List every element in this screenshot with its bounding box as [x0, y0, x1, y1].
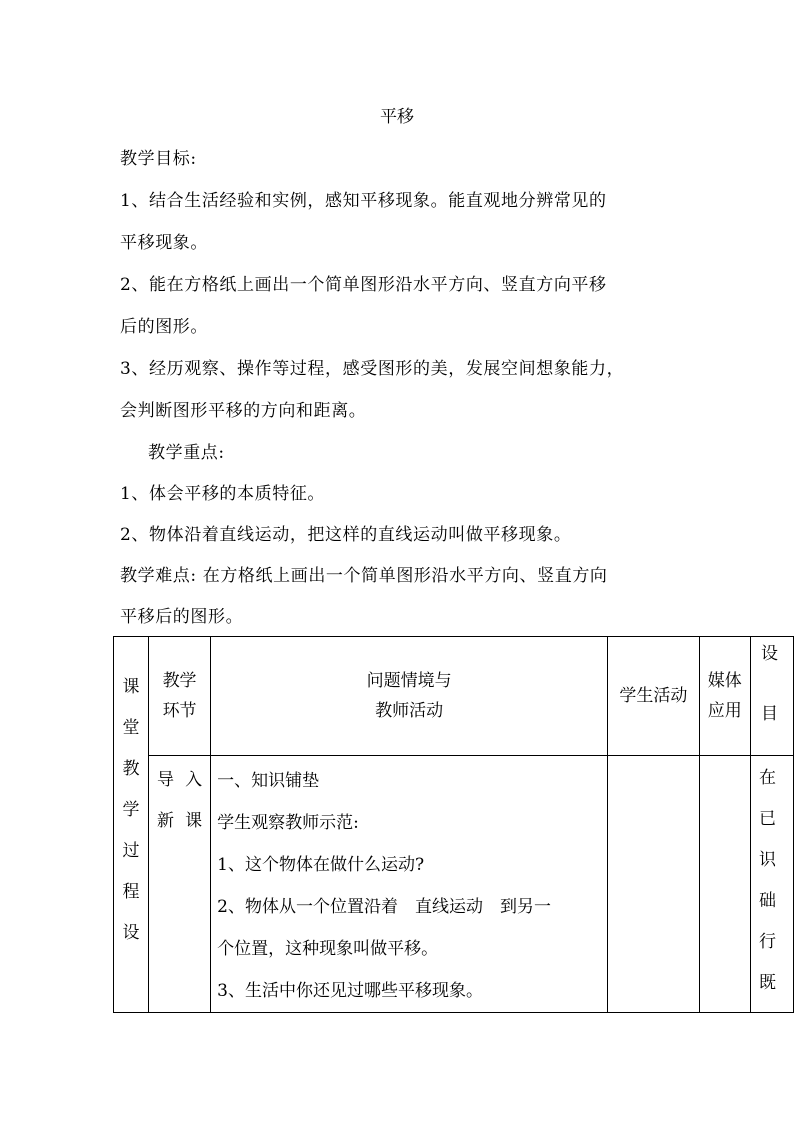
- design-purpose-cell: [750, 756, 793, 1013]
- header-teaching-step: 教学 环节: [149, 637, 211, 756]
- objective-2-line-2: 后的图形。: [120, 317, 208, 337]
- media-cell: [699, 756, 750, 1013]
- document-title: 平移: [380, 107, 414, 127]
- class-col-char: 学: [122, 800, 140, 820]
- question-activity-cell: [211, 756, 608, 1013]
- class-process-cell: [114, 637, 149, 1013]
- design-char: 行: [758, 932, 776, 952]
- class-col-char: 设: [122, 923, 140, 943]
- step-cell: 导 入 新 课: [149, 756, 211, 1013]
- class-col-char: 程: [122, 882, 140, 902]
- class-col-char: 过: [122, 841, 140, 861]
- class-col-char: 课: [122, 677, 140, 697]
- objectives-heading: 教学目标:: [120, 149, 197, 169]
- q-line: 2、物体从一个位置沿着 直线运动 到另一: [217, 897, 551, 917]
- header-student-activity: 学生活动: [608, 637, 699, 756]
- q-line: 学生观察教师示范:: [217, 813, 359, 833]
- q-line: 3、生活中你还见过哪些平移现象。: [217, 981, 483, 1001]
- objective-3-line-2: 会判断图形平移的方向和距离。: [120, 401, 367, 421]
- class-col-char: 堂: [122, 718, 140, 738]
- table-header-row: [114, 637, 794, 756]
- key-point-1: 1、体会平移的本质特征。: [120, 484, 326, 504]
- design-char: 既: [758, 973, 776, 993]
- header-media: 媒体 应用: [699, 637, 750, 756]
- lesson-process-table: [113, 636, 794, 1013]
- class-col-char: 教: [122, 759, 140, 779]
- key-point-2: 2、物体沿着直线运动，把这样的直线运动叫做平移现象。: [120, 525, 572, 545]
- objective-2-line-1: 2、能在方格纸上画出一个简单图形沿水平方向、竖直方向平移: [120, 275, 607, 295]
- objective-3-line-1: 3、经历观察、操作等过程，感受图形的美，发展空间想象能力，: [120, 359, 625, 379]
- table-row: [114, 756, 794, 1013]
- header-design-purpose: 设 目: [750, 637, 793, 756]
- difficulty-line-1: 教学难点: 在方格纸上画出一个简单图形沿水平方向、竖直方向: [120, 566, 608, 586]
- q-line: 1、这个物体在做什么运动?: [217, 855, 425, 875]
- q-line: 个位置，这种现象叫做平移。: [217, 939, 439, 959]
- design-char: 础: [758, 891, 776, 911]
- q-line: 一、知识铺垫: [217, 771, 320, 791]
- difficulty-line-2: 平移后的图形。: [120, 607, 244, 627]
- design-char: 已: [758, 809, 776, 829]
- design-char: 识: [758, 850, 776, 870]
- design-char: 在: [758, 768, 776, 788]
- objective-1-line-1: 1、结合生活经验和实例，感知平移现象。能直观地分辨常见的: [120, 191, 607, 211]
- student-activity-cell: [608, 756, 699, 1013]
- objective-1-line-2: 平移现象。: [120, 233, 208, 253]
- header-question-activity: 问题情境与 教师活动: [211, 637, 608, 756]
- key-points-heading: 教学重点:: [148, 443, 225, 463]
